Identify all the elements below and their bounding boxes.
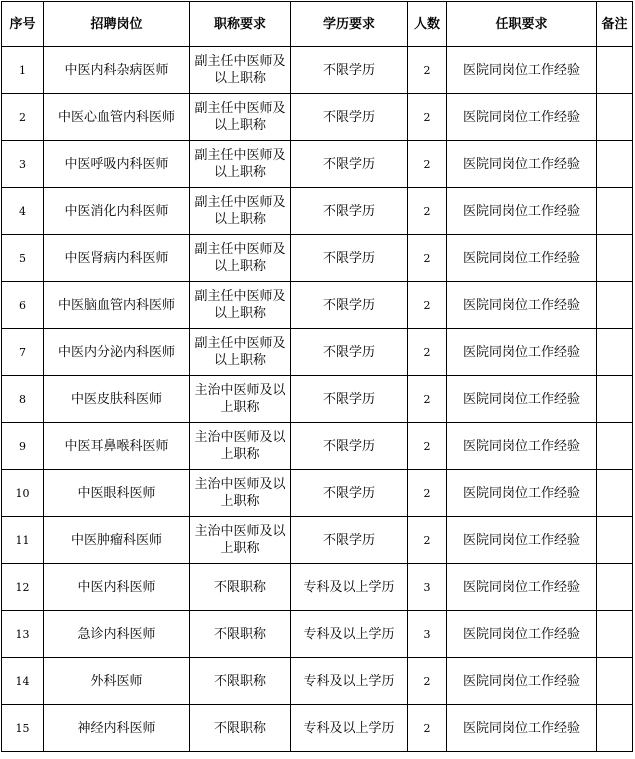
- cell-position: 外科医师: [44, 658, 190, 705]
- cell-title-req: 不限职称: [190, 705, 291, 752]
- cell-position: 中医脑血管内科医师: [44, 282, 190, 329]
- header-seq: 序号: [2, 2, 44, 47]
- cell-count: 2: [408, 47, 447, 94]
- cell-position: 中医心血管内科医师: [44, 94, 190, 141]
- cell-remark: [597, 423, 633, 470]
- table-row: [2, 470, 633, 517]
- cell-remark: [597, 188, 633, 235]
- cell-count: 2: [408, 658, 447, 705]
- cell-remark: [597, 376, 633, 423]
- cell-title-req: 不限职称: [190, 658, 291, 705]
- cell-count: 2: [408, 705, 447, 752]
- cell-seq: 14: [2, 658, 44, 705]
- cell-seq: 6: [2, 282, 44, 329]
- cell-remark: [597, 235, 633, 282]
- cell-seq: 12: [2, 564, 44, 611]
- cell-remark: [597, 282, 633, 329]
- cell-remark: [597, 47, 633, 94]
- cell-count: 3: [408, 564, 447, 611]
- cell-position: 急诊内科医师: [44, 611, 190, 658]
- cell-position: 中医皮肤科医师: [44, 376, 190, 423]
- table-row: [2, 235, 633, 282]
- header-title-req: 职称要求: [190, 2, 291, 47]
- cell-seq: 9: [2, 423, 44, 470]
- cell-edu-req: 专科及以上学历: [291, 705, 408, 752]
- cell-experience: 医院同岗位工作经验: [447, 705, 597, 752]
- table-row: [2, 47, 633, 94]
- cell-remark: [597, 705, 633, 752]
- cell-seq: 4: [2, 188, 44, 235]
- header-count: 人数: [408, 2, 447, 47]
- cell-experience: 医院同岗位工作经验: [447, 423, 597, 470]
- cell-edu-req: 不限学历: [291, 47, 408, 94]
- cell-remark: [597, 517, 633, 564]
- cell-title-req: 副主任中医师及以上职称: [190, 47, 291, 94]
- cell-position: 中医呼吸内科医师: [44, 141, 190, 188]
- table-row: [2, 188, 633, 235]
- table-row: [2, 376, 633, 423]
- table-row: [2, 705, 633, 752]
- cell-title-req: 副主任中医师及以上职称: [190, 188, 291, 235]
- cell-position: 中医消化内科医师: [44, 188, 190, 235]
- cell-remark: [597, 470, 633, 517]
- cell-title-req: 主治中医师及以上职称: [190, 376, 291, 423]
- cell-seq: 11: [2, 517, 44, 564]
- cell-count: 2: [408, 470, 447, 517]
- table-row: [2, 282, 633, 329]
- cell-remark: [597, 141, 633, 188]
- cell-position: 神经内科医师: [44, 705, 190, 752]
- table-row: [2, 611, 633, 658]
- cell-experience: 医院同岗位工作经验: [447, 282, 597, 329]
- cell-count: 3: [408, 611, 447, 658]
- cell-edu-req: 专科及以上学历: [291, 658, 408, 705]
- cell-title-req: 副主任中医师及以上职称: [190, 282, 291, 329]
- cell-title-req: 副主任中医师及以上职称: [190, 329, 291, 376]
- header-remark: 备注: [597, 2, 633, 47]
- header-edu-req: 学历要求: [291, 2, 408, 47]
- cell-experience: 医院同岗位工作经验: [447, 141, 597, 188]
- cell-count: 2: [408, 376, 447, 423]
- cell-remark: [597, 658, 633, 705]
- cell-title-req: 主治中医师及以上职称: [190, 423, 291, 470]
- table-body: [2, 47, 633, 752]
- cell-seq: 3: [2, 141, 44, 188]
- cell-remark: [597, 611, 633, 658]
- cell-seq: 5: [2, 235, 44, 282]
- cell-position: 中医耳鼻喉科医师: [44, 423, 190, 470]
- cell-position: 中医肾病内科医师: [44, 235, 190, 282]
- recruitment-table: [1, 1, 633, 752]
- cell-position: 中医眼科医师: [44, 470, 190, 517]
- cell-seq: 10: [2, 470, 44, 517]
- cell-experience: 医院同岗位工作经验: [447, 47, 597, 94]
- cell-count: 2: [408, 188, 447, 235]
- header-position: 招聘岗位: [44, 2, 190, 47]
- cell-experience: 医院同岗位工作经验: [447, 658, 597, 705]
- cell-experience: 医院同岗位工作经验: [447, 470, 597, 517]
- cell-title-req: 主治中医师及以上职称: [190, 470, 291, 517]
- cell-count: 2: [408, 235, 447, 282]
- cell-seq: 13: [2, 611, 44, 658]
- cell-edu-req: 不限学历: [291, 141, 408, 188]
- cell-edu-req: 不限学历: [291, 235, 408, 282]
- table-row: [2, 94, 633, 141]
- cell-title-req: 主治中医师及以上职称: [190, 517, 291, 564]
- table-row: [2, 329, 633, 376]
- cell-remark: [597, 94, 633, 141]
- table-row: [2, 658, 633, 705]
- cell-seq: 2: [2, 94, 44, 141]
- cell-edu-req: 不限学历: [291, 517, 408, 564]
- cell-experience: 医院同岗位工作经验: [447, 188, 597, 235]
- cell-experience: 医院同岗位工作经验: [447, 235, 597, 282]
- cell-edu-req: 不限学历: [291, 423, 408, 470]
- cell-position: 中医内科医师: [44, 564, 190, 611]
- table-row: [2, 564, 633, 611]
- cell-experience: 医院同岗位工作经验: [447, 611, 597, 658]
- cell-count: 2: [408, 94, 447, 141]
- cell-count: 2: [408, 517, 447, 564]
- cell-edu-req: 专科及以上学历: [291, 611, 408, 658]
- cell-edu-req: 不限学历: [291, 470, 408, 517]
- table-row: [2, 141, 633, 188]
- cell-position: 中医内分泌内科医师: [44, 329, 190, 376]
- cell-title-req: 副主任中医师及以上职称: [190, 235, 291, 282]
- header-experience: 任职要求: [447, 2, 597, 47]
- cell-title-req: 不限职称: [190, 611, 291, 658]
- cell-edu-req: 不限学历: [291, 376, 408, 423]
- cell-edu-req: 不限学历: [291, 94, 408, 141]
- cell-experience: 医院同岗位工作经验: [447, 376, 597, 423]
- cell-edu-req: 不限学历: [291, 329, 408, 376]
- cell-experience: 医院同岗位工作经验: [447, 564, 597, 611]
- cell-seq: 7: [2, 329, 44, 376]
- cell-position: 中医内科杂病医师: [44, 47, 190, 94]
- cell-title-req: 副主任中医师及以上职称: [190, 94, 291, 141]
- cell-title-req: 不限职称: [190, 564, 291, 611]
- cell-experience: 医院同岗位工作经验: [447, 94, 597, 141]
- cell-remark: [597, 564, 633, 611]
- cell-position: 中医肿瘤科医师: [44, 517, 190, 564]
- cell-edu-req: 专科及以上学历: [291, 564, 408, 611]
- cell-remark: [597, 329, 633, 376]
- cell-count: 2: [408, 423, 447, 470]
- cell-experience: 医院同岗位工作经验: [447, 517, 597, 564]
- cell-count: 2: [408, 282, 447, 329]
- cell-seq: 1: [2, 47, 44, 94]
- table-row: [2, 423, 633, 470]
- cell-seq: 15: [2, 705, 44, 752]
- header-row: [2, 2, 633, 47]
- cell-count: 2: [408, 329, 447, 376]
- cell-experience: 医院同岗位工作经验: [447, 329, 597, 376]
- cell-count: 2: [408, 141, 447, 188]
- cell-seq: 8: [2, 376, 44, 423]
- cell-edu-req: 不限学历: [291, 188, 408, 235]
- cell-edu-req: 不限学历: [291, 282, 408, 329]
- cell-title-req: 副主任中医师及以上职称: [190, 141, 291, 188]
- table-row: [2, 517, 633, 564]
